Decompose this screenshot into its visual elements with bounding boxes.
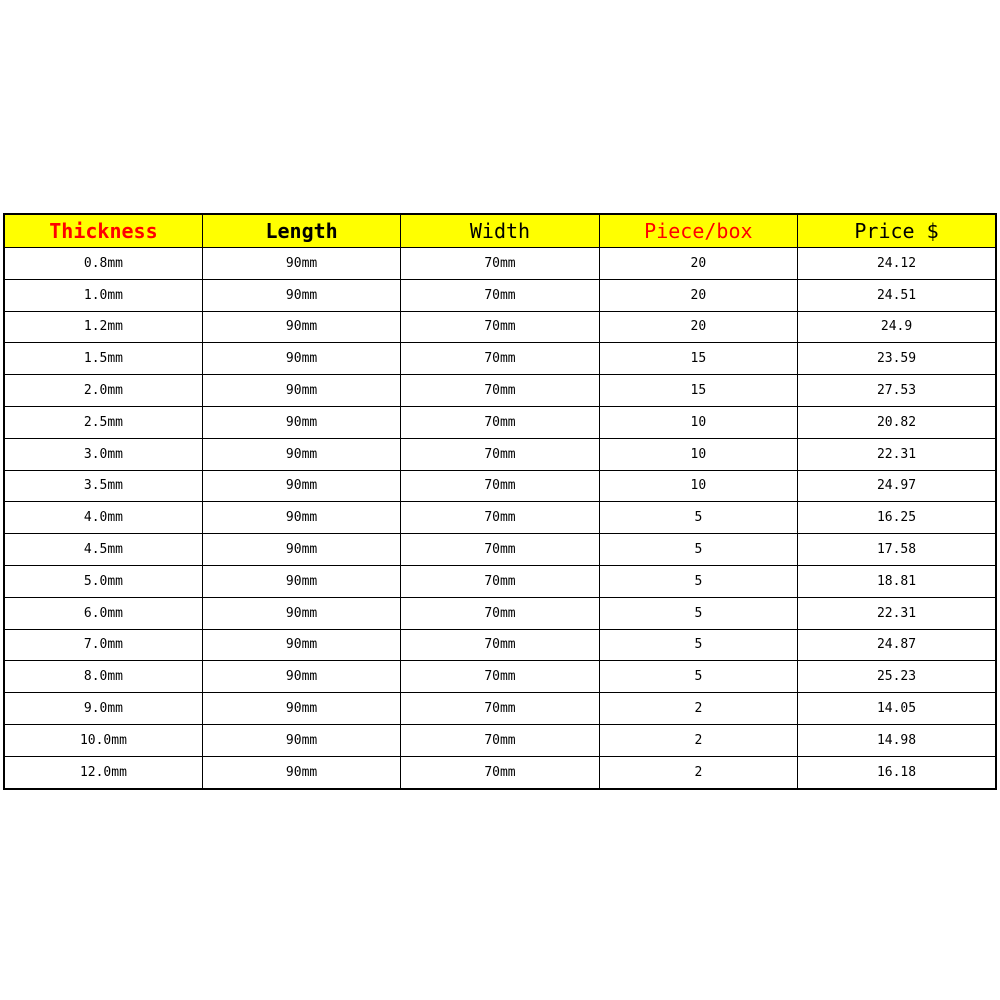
table-row [4, 756, 996, 788]
price-cell: 18.81 [798, 565, 996, 597]
piece-per-box-cell: 10 [599, 438, 797, 470]
length-cell: 90mm [202, 502, 400, 534]
table-row [4, 375, 996, 407]
table-row [4, 248, 996, 280]
table-row [4, 311, 996, 343]
thickness-cell: 3.5mm [4, 470, 202, 502]
price-cell: 24.12 [798, 248, 996, 280]
piece-per-box-cell: 5 [599, 534, 797, 566]
width-cell: 70mm [401, 661, 599, 693]
width-cell: 70mm [401, 470, 599, 502]
length-cell: 90mm [202, 693, 400, 725]
length-cell: 90mm [202, 565, 400, 597]
piece-per-box-cell: 2 [599, 756, 797, 788]
header-length: Length [202, 214, 400, 248]
spec-table [3, 213, 997, 790]
thickness-cell: 8.0mm [4, 661, 202, 693]
thickness-cell: 1.2mm [4, 311, 202, 343]
width-cell: 70mm [401, 629, 599, 661]
piece-per-box-cell: 20 [599, 279, 797, 311]
width-cell: 70mm [401, 597, 599, 629]
table-row [4, 343, 996, 375]
width-cell: 70mm [401, 248, 599, 280]
length-cell: 90mm [202, 438, 400, 470]
length-cell: 90mm [202, 311, 400, 343]
thickness-cell: 1.0mm [4, 279, 202, 311]
price-cell: 17.58 [798, 534, 996, 566]
width-cell: 70mm [401, 693, 599, 725]
width-cell: 70mm [401, 534, 599, 566]
price-cell: 16.25 [798, 502, 996, 534]
price-cell: 20.82 [798, 406, 996, 438]
price-cell: 27.53 [798, 375, 996, 407]
width-cell: 70mm [401, 406, 599, 438]
width-cell: 70mm [401, 724, 599, 756]
piece-per-box-cell: 15 [599, 343, 797, 375]
table-row [4, 502, 996, 534]
thickness-cell: 6.0mm [4, 597, 202, 629]
width-cell: 70mm [401, 375, 599, 407]
thickness-cell: 12.0mm [4, 756, 202, 788]
thickness-cell: 9.0mm [4, 693, 202, 725]
table-row [4, 565, 996, 597]
table-row [4, 406, 996, 438]
table-row [4, 693, 996, 725]
thickness-cell: 5.0mm [4, 565, 202, 597]
thickness-cell: 2.5mm [4, 406, 202, 438]
table-row [4, 724, 996, 756]
header-piece-per-box: Piece/box [599, 214, 797, 248]
thickness-cell: 7.0mm [4, 629, 202, 661]
piece-per-box-cell: 5 [599, 565, 797, 597]
table-row [4, 438, 996, 470]
width-cell: 70mm [401, 311, 599, 343]
price-cell: 16.18 [798, 756, 996, 788]
piece-per-box-cell: 5 [599, 502, 797, 534]
length-cell: 90mm [202, 406, 400, 438]
piece-per-box-cell: 10 [599, 470, 797, 502]
length-cell: 90mm [202, 597, 400, 629]
table-row [4, 470, 996, 502]
width-cell: 70mm [401, 438, 599, 470]
table-body [4, 248, 996, 789]
price-cell: 14.05 [798, 693, 996, 725]
thickness-cell: 0.8mm [4, 248, 202, 280]
width-cell: 70mm [401, 343, 599, 375]
width-cell: 70mm [401, 756, 599, 788]
table-row [4, 279, 996, 311]
price-cell: 23.59 [798, 343, 996, 375]
width-cell: 70mm [401, 565, 599, 597]
price-cell: 14.98 [798, 724, 996, 756]
length-cell: 90mm [202, 724, 400, 756]
piece-per-box-cell: 5 [599, 629, 797, 661]
thickness-cell: 4.0mm [4, 502, 202, 534]
piece-per-box-cell: 10 [599, 406, 797, 438]
piece-per-box-cell: 5 [599, 597, 797, 629]
header-price: Price $ [798, 214, 996, 248]
length-cell: 90mm [202, 470, 400, 502]
thickness-cell: 2.0mm [4, 375, 202, 407]
piece-per-box-cell: 20 [599, 311, 797, 343]
length-cell: 90mm [202, 661, 400, 693]
length-cell: 90mm [202, 343, 400, 375]
price-cell: 24.97 [798, 470, 996, 502]
header-width: Width [401, 214, 599, 248]
length-cell: 90mm [202, 756, 400, 788]
price-cell: 24.9 [798, 311, 996, 343]
table-row [4, 597, 996, 629]
width-cell: 70mm [401, 502, 599, 534]
table-row [4, 629, 996, 661]
table-row [4, 534, 996, 566]
table-header-row [4, 214, 996, 248]
length-cell: 90mm [202, 629, 400, 661]
piece-per-box-cell: 2 [599, 724, 797, 756]
piece-per-box-cell: 20 [599, 248, 797, 280]
price-cell: 25.23 [798, 661, 996, 693]
header-thickness: Thickness [4, 214, 202, 248]
length-cell: 90mm [202, 248, 400, 280]
piece-per-box-cell: 5 [599, 661, 797, 693]
table-row [4, 661, 996, 693]
price-cell: 22.31 [798, 597, 996, 629]
price-cell: 22.31 [798, 438, 996, 470]
piece-per-box-cell: 2 [599, 693, 797, 725]
length-cell: 90mm [202, 375, 400, 407]
thickness-cell: 1.5mm [4, 343, 202, 375]
piece-per-box-cell: 15 [599, 375, 797, 407]
length-cell: 90mm [202, 534, 400, 566]
price-cell: 24.87 [798, 629, 996, 661]
thickness-cell: 3.0mm [4, 438, 202, 470]
thickness-cell: 4.5mm [4, 534, 202, 566]
width-cell: 70mm [401, 279, 599, 311]
thickness-cell: 10.0mm [4, 724, 202, 756]
length-cell: 90mm [202, 279, 400, 311]
price-cell: 24.51 [798, 279, 996, 311]
